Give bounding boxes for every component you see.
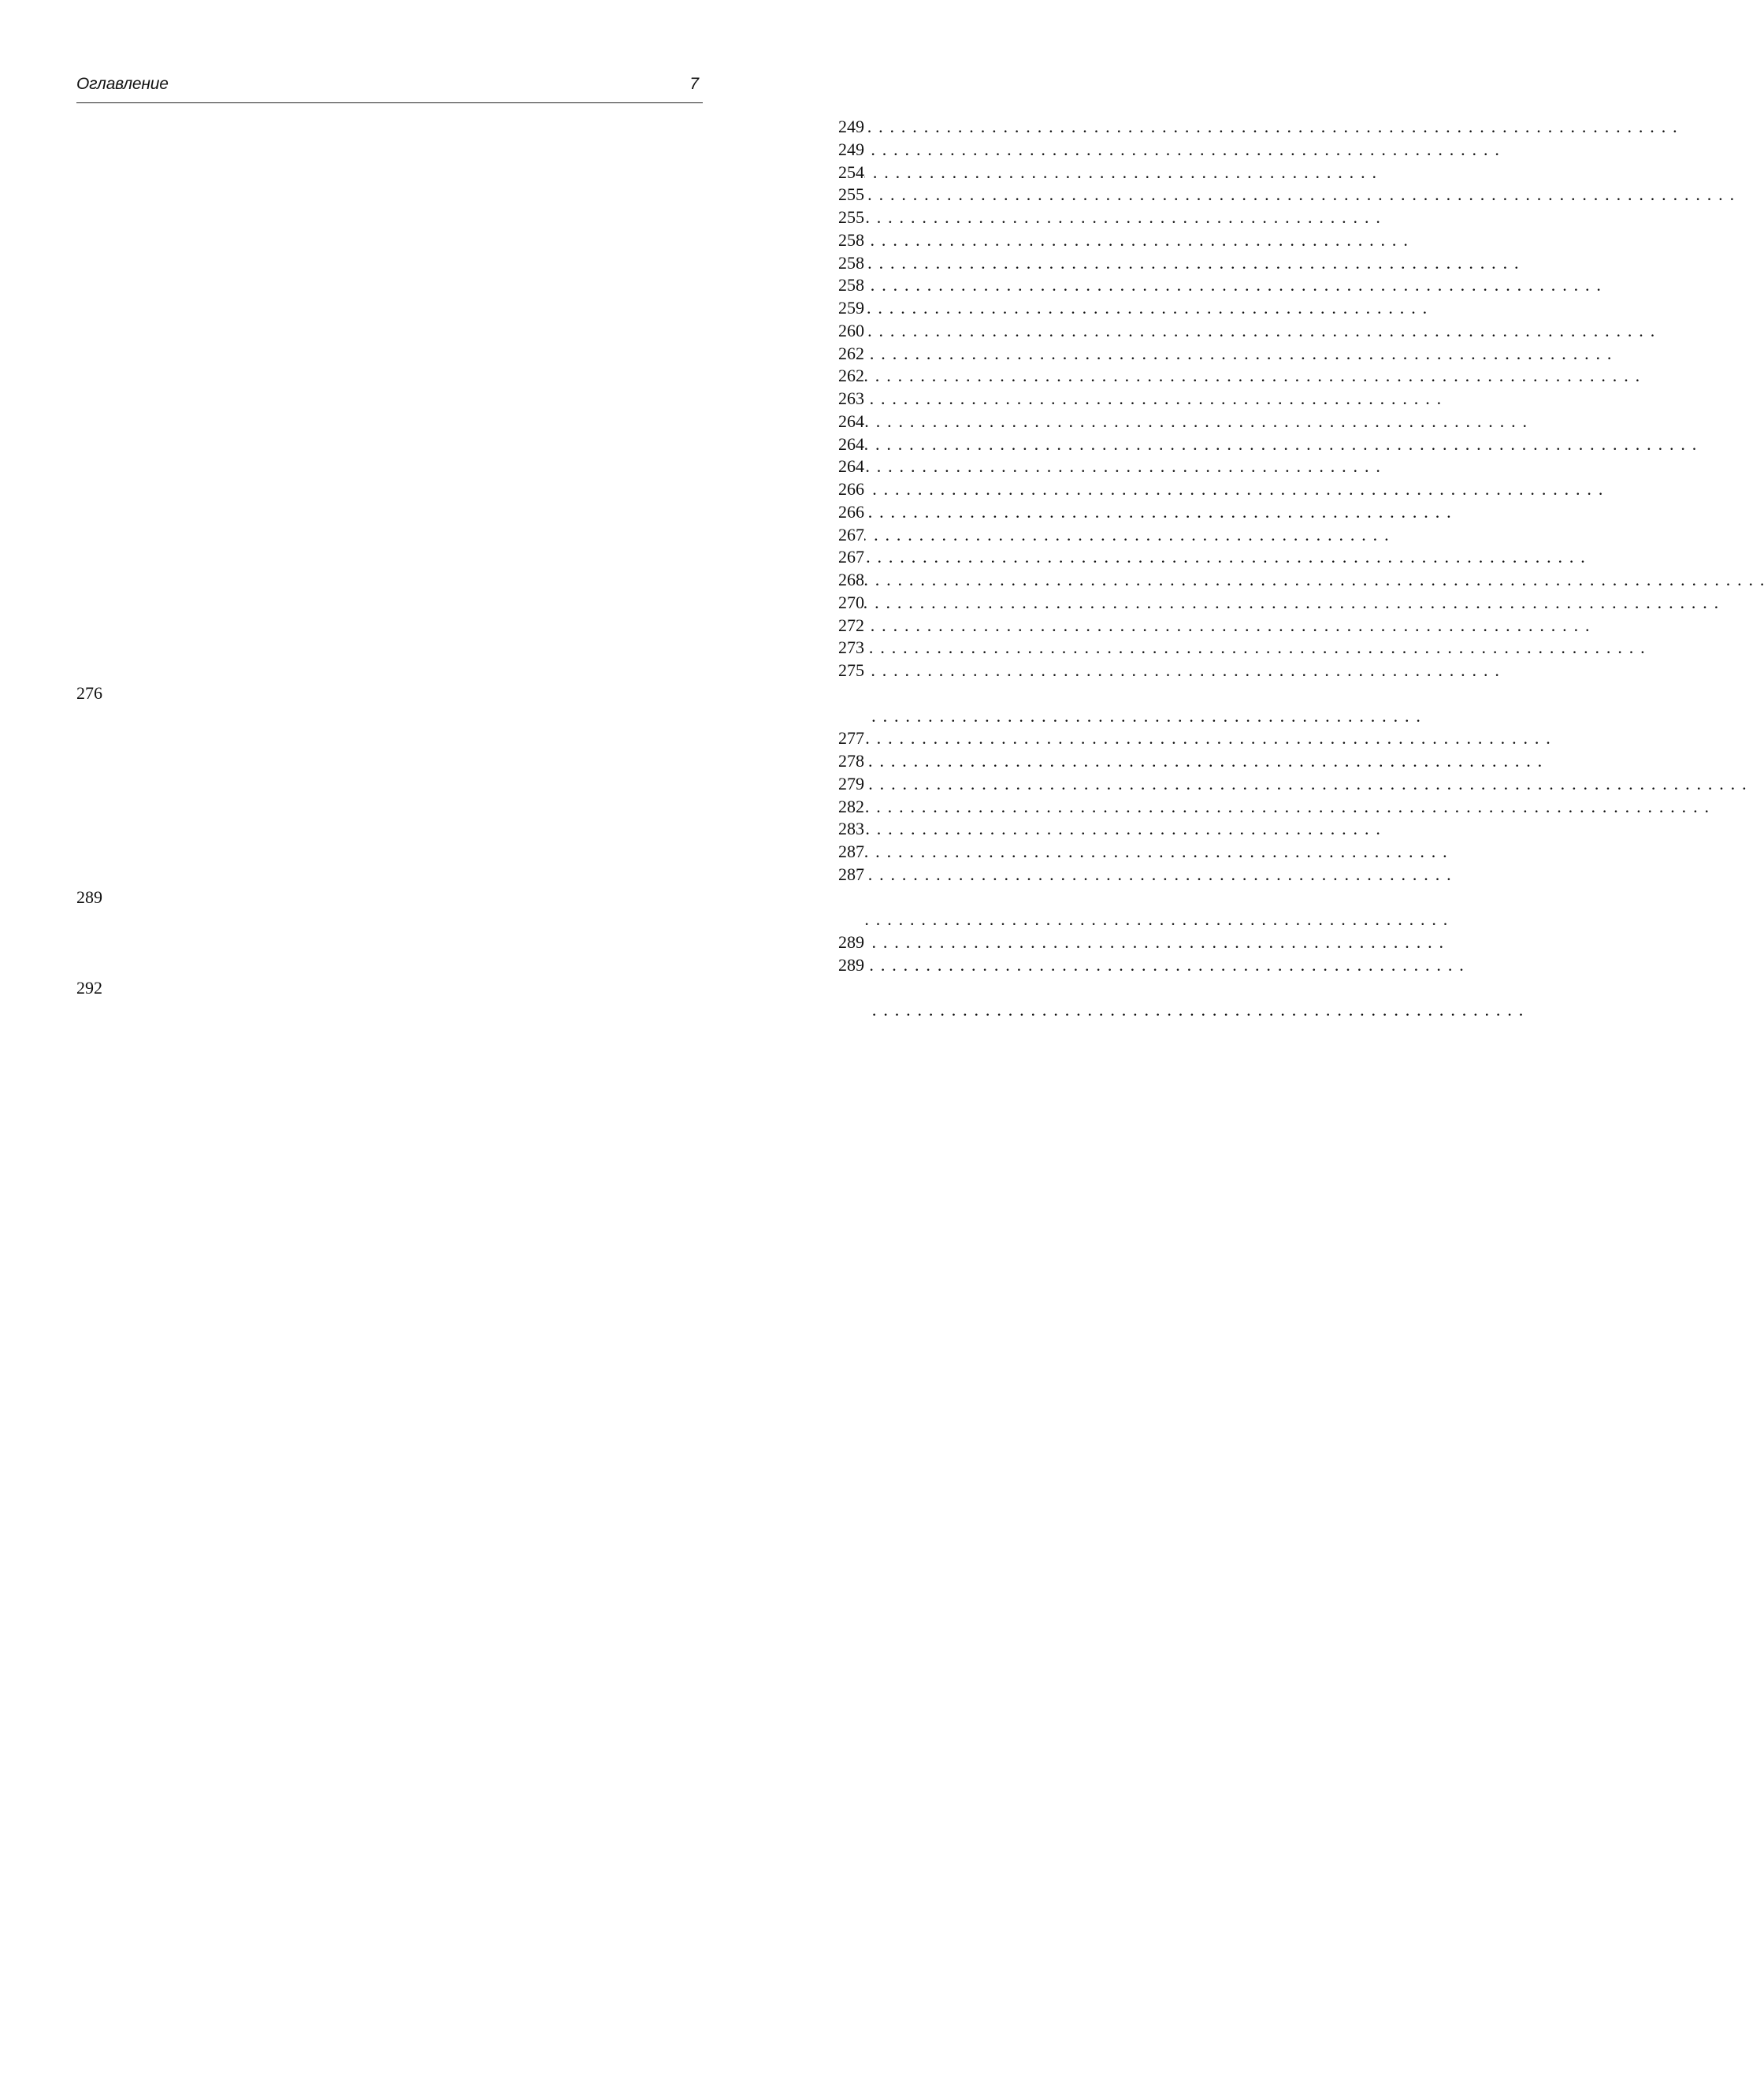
toc-entry bbox=[76, 455, 864, 478]
toc-entry-page: 272 bbox=[76, 615, 864, 1734]
toc-entry bbox=[76, 411, 864, 433]
toc-entry bbox=[76, 388, 864, 411]
toc-entry bbox=[76, 796, 864, 819]
toc-entry-continuation bbox=[76, 682, 702, 728]
toc-entry-page: 262 bbox=[76, 343, 864, 1462]
toc-entry bbox=[76, 977, 702, 1023]
toc-entry bbox=[76, 184, 864, 206]
toc-entry bbox=[76, 139, 864, 162]
toc-entry bbox=[76, 320, 864, 343]
toc-entry bbox=[76, 116, 864, 139]
toc-entry-page: 267 bbox=[76, 524, 864, 1643]
toc-entry bbox=[76, 274, 864, 297]
toc-entry bbox=[76, 501, 864, 524]
toc-entry bbox=[76, 252, 864, 275]
toc-entry bbox=[76, 592, 864, 615]
toc-entry-page: 249 bbox=[76, 139, 864, 1258]
book-page bbox=[0, 0, 864, 1119]
toc-entry bbox=[76, 365, 864, 388]
toc-chapter-page: 258 bbox=[76, 229, 864, 1348]
toc-entry bbox=[76, 569, 864, 592]
toc-entry-page: 292 bbox=[76, 977, 864, 2096]
toc-entry-page: 287 bbox=[76, 864, 864, 1983]
toc-entry-page: 249 bbox=[76, 116, 864, 1235]
toc-entry bbox=[76, 343, 864, 366]
toc-entry-page: 260 bbox=[76, 320, 864, 1439]
toc-entry bbox=[76, 660, 864, 682]
toc-entry bbox=[76, 954, 864, 977]
header-rule bbox=[76, 102, 703, 103]
toc-entry-page: 289 bbox=[76, 954, 864, 2073]
toc-entry bbox=[76, 886, 702, 932]
toc-entry bbox=[76, 727, 864, 750]
toc-entry bbox=[76, 206, 864, 229]
toc-chapter bbox=[76, 841, 864, 864]
toc-entry-page: 270 bbox=[76, 592, 864, 1711]
toc-entry-page: 283 bbox=[76, 818, 864, 1937]
toc-entry bbox=[76, 637, 864, 660]
toc-entry-page: 254 bbox=[76, 162, 864, 1280]
toc-entry-page: 275 bbox=[76, 660, 864, 1778]
toc-entry bbox=[76, 433, 864, 456]
toc-entry bbox=[76, 818, 864, 841]
toc-entry-page: 278 bbox=[76, 750, 864, 1869]
toc-entry-page: 273 bbox=[76, 637, 864, 1756]
toc-entry-page: 282 bbox=[76, 796, 864, 1915]
toc-entry-page: 255 bbox=[76, 206, 864, 1325]
toc-entry bbox=[76, 546, 864, 569]
toc-entry bbox=[76, 773, 864, 796]
table-of-contents bbox=[76, 116, 864, 1022]
toc-entry bbox=[76, 750, 864, 773]
toc-entry-page: 289 bbox=[76, 886, 864, 2005]
toc-entry-page: 259 bbox=[76, 297, 864, 1416]
toc-chapter bbox=[76, 478, 864, 501]
toc-entry-page: 279 bbox=[76, 773, 864, 1892]
toc-entry-page: 266 bbox=[76, 501, 864, 1620]
running-head bbox=[76, 72, 702, 97]
toc-entry-page: 258 bbox=[76, 274, 864, 1393]
toc-entry-page: 264 bbox=[76, 455, 864, 1574]
toc-entry-page: 255 bbox=[76, 184, 864, 1303]
toc-entry-page: 258 bbox=[76, 252, 864, 1371]
toc-entry bbox=[76, 864, 864, 886]
toc-entry-page: 276 bbox=[76, 682, 864, 1801]
toc-entry-page: 267 bbox=[76, 546, 864, 1665]
toc-entry-page: 264 bbox=[76, 433, 864, 1552]
toc-entry-continuation bbox=[76, 886, 702, 931]
running-head-title: Оглавление bbox=[76, 75, 169, 93]
toc-entry bbox=[76, 931, 864, 954]
toc-entry-page: 263 bbox=[76, 388, 864, 1507]
toc-chapter-page: 266 bbox=[76, 478, 864, 1597]
toc-entry bbox=[76, 524, 864, 547]
toc-entry-page: 264 bbox=[76, 411, 864, 1529]
page-number: 7 bbox=[689, 75, 699, 93]
toc-entry bbox=[76, 297, 864, 320]
toc-entry bbox=[76, 682, 702, 728]
toc-entry-page: 277 bbox=[76, 727, 864, 1846]
toc-entry-continuation bbox=[76, 977, 702, 1022]
toc-entry bbox=[76, 162, 864, 184]
toc-chapter bbox=[76, 229, 864, 252]
toc-entry bbox=[76, 615, 864, 637]
toc-chapter-page: 287 bbox=[76, 841, 864, 1960]
toc-entry-page: 289 bbox=[76, 931, 864, 2050]
toc-entry-page: 262 bbox=[76, 365, 864, 1484]
toc-entry-page: 268 bbox=[76, 569, 864, 1688]
